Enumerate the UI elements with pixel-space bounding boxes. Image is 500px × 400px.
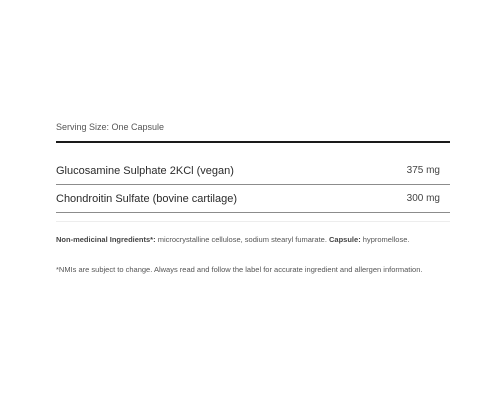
ingredient-name: Chondroitin Sulfate (bovine cartilage) (56, 193, 237, 205)
table-row (56, 157, 450, 185)
non-medicinal-text: microcrystalline cellulose, sodium stearyl fumarate. (155, 235, 330, 244)
header-rule (56, 141, 450, 143)
serving-size: Serving Size: One Capsule (56, 122, 165, 132)
non-medicinal-label: Non-medicinal Ingredients*: (56, 235, 156, 244)
capsule-text: hypromellose. (360, 235, 410, 244)
nmi-footnote: *NMIs are subject to change. Always read and follow the label for accurate ingredient and allergen information. (56, 265, 423, 274)
supplement-facts-panel (56, 0, 450, 400)
ingredient-amount: 300 mg (406, 193, 440, 204)
section-divider (56, 221, 450, 222)
table-row (56, 185, 450, 213)
ingredient-amount: 375 mg (406, 165, 440, 176)
ingredient-name: Glucosamine Sulphate 2KCl (vegan) (56, 165, 234, 177)
capsule-label: Capsule: (329, 235, 361, 244)
non-medicinal-ingredients (56, 235, 450, 244)
